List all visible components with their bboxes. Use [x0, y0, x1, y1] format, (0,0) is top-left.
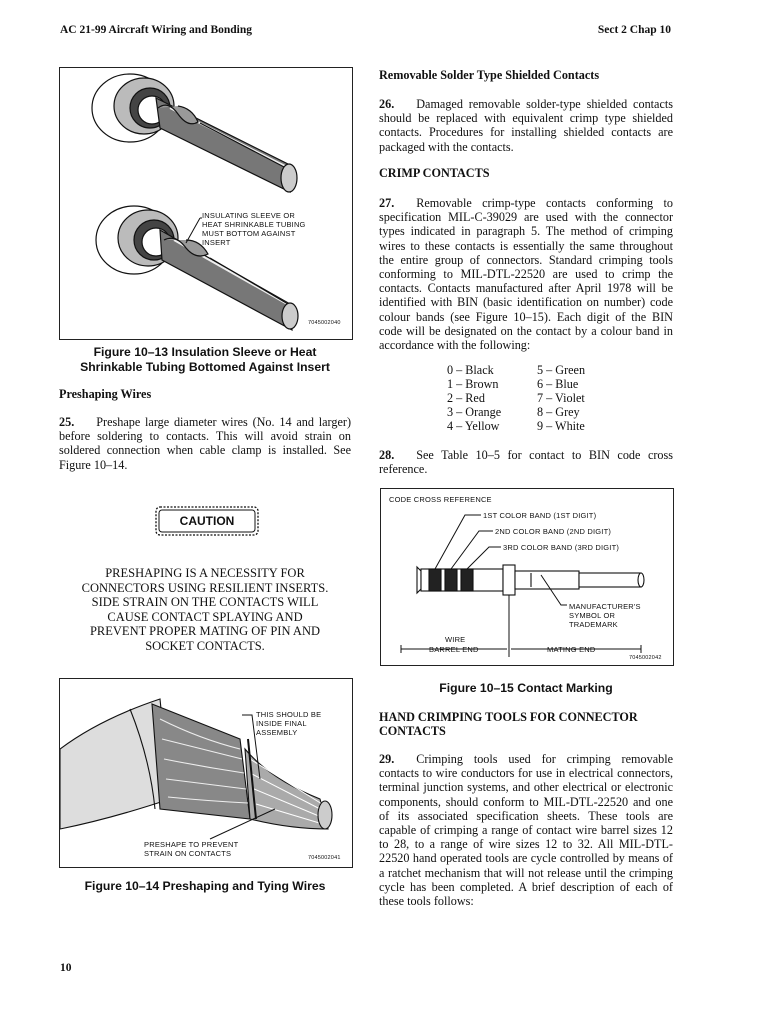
header-left: AC 21-99 Aircraft Wiring and Bonding: [60, 24, 253, 36]
fig15-mfr-line2: SYMBOL OR: [569, 611, 616, 620]
preshaping-heading: Preshaping Wires: [59, 387, 152, 401]
header-right: Sect 2 Chap 10: [597, 24, 671, 36]
fig15-caption: Figure 10–15 Contact Marking: [439, 681, 613, 695]
fig15-wire-line2: BARREL END: [429, 645, 479, 654]
code-9: 9 – White: [537, 419, 585, 433]
code-6: 6 – Blue: [537, 377, 579, 391]
hand-crimp-heading: [379, 710, 673, 738]
para-29-number: 29.: [379, 752, 395, 766]
fig13-label-3: MUST BOTTOM AGAINST: [202, 229, 296, 238]
crimp-heading: CRIMP CONTACTS: [379, 166, 490, 180]
figure-10-15: [380, 488, 674, 666]
removable-heading: Removable Solder Type Shielded Contacts: [379, 68, 600, 82]
fig13-caption-line2: Shrinkable Tubing Bottomed Against Insert: [80, 360, 330, 374]
code-4: 4 – Yellow: [447, 419, 500, 433]
para-27-number: 27.: [379, 196, 395, 210]
para-29-text: Crimping tools used for crimping removable contacts to wire conductors for use in electrical connectors, terminal junction systems, and other electrical or electronic components, should conform to MIL-DTL-22520 and one of its associated specification sheets. These tools are capable of crimping a range of contact wire barrel sizes 12 to 28, to a range of wire sizes 12 to 32. All MIL-DTL-22520 hand operated tools are cycle controlled by means of a ratchet mechanism that will not release until the crimping cycle has been completed. A brief description of each of these tools follows:: [379, 752, 673, 909]
fig15-band1: 1ST COLOR BAND (1ST DIGIT): [483, 511, 597, 520]
fig14-label1-line1: THIS SHOULD BE: [256, 710, 322, 719]
fig13-code: 7045002040: [308, 320, 341, 326]
code-1: 1 – Brown: [447, 377, 499, 391]
fig15-title: CODE CROSS REFERENCE: [389, 495, 492, 504]
para-28-text: See Table 10–5 for contact to BIN code cross reference.: [379, 448, 673, 477]
para-25-text: Preshape large diameter wires (No. 14 and larger) before soldering to contacts. This will avoid strain on soldered connection when cable clamp is installed. See Figure 10–14.: [59, 415, 351, 472]
fig14-label2-line2: STRAIN ON CONTACTS: [144, 849, 232, 858]
para-26-number: 26.: [379, 97, 395, 111]
fig15-wire-line1: WIRE: [445, 635, 466, 644]
code-2: 2 – Red: [447, 391, 485, 405]
para-29: [379, 752, 673, 908]
para-26-text: Damaged removable solder-type shielded contacts should be replaced with equivalent crimp type shielded contacts. Procedures for installing shielded contacts are packaged with the contacts.: [379, 97, 673, 154]
fig15-mfr-line3: TRADEMARK: [569, 620, 618, 629]
code-8: 8 – Grey: [537, 405, 580, 419]
figure-10-13: [59, 67, 353, 340]
fig15-band2: 2ND COLOR BAND (2ND DIGIT): [495, 527, 612, 536]
fig15-code: 7045002042: [629, 655, 662, 661]
caution-label: CAUTION: [179, 514, 235, 528]
fig13-label-4: INSERT: [202, 238, 231, 247]
code-0: 0 – Black: [447, 363, 494, 377]
fig15-mating: MATING END: [547, 645, 596, 654]
fig14-label1-line3: ASSEMBLY: [256, 728, 298, 737]
fig15-band3: 3RD COLOR BAND (3RD DIGIT): [503, 543, 620, 552]
hand-crimp-heading-line1: HAND CRIMPING TOOLS FOR CONNECTOR: [379, 710, 638, 724]
caution-line1: PRESHAPING IS A NECESSITY FOR: [105, 566, 305, 580]
fig13-label-1: INSULATING SLEEVE OR: [202, 211, 296, 220]
para-27-text: Removable crimp-type contacts conforming to specification MIL-C-39029 are used with the connector types indicated in paragraph 5. The method of crimping wires to these contacts is essentially the same throughout the entire group of connectors. Standard crimping tools conforming to MIL-DTL-22520 are used to crimp the contacts. Contacts manufactured after April 1978 will be identified with BIN (basic identification on number) code colour bands (see Figure 10–15). Each digit of the BIN code will be designated on the contact by a colour band in accordance with the following:: [379, 196, 673, 353]
contact-marking-illustration: [381, 489, 673, 665]
color-code-table: [447, 363, 585, 433]
caution-line5: PREVENT PROPER MATING OF PIN AND: [89, 624, 320, 639]
fig13-caption-line1: Figure 10–13 Insulation Sleeve or Heat: [93, 345, 317, 359]
caution-line4: CAUSE CONTACT SPLAYING AND: [107, 609, 303, 624]
para-26: [379, 97, 673, 154]
page-number: 10: [60, 962, 72, 974]
code-7: 7 – Violet: [537, 391, 585, 405]
hand-crimp-heading-line2: CONTACTS: [379, 724, 446, 739]
para-25-number: 25.: [59, 415, 75, 429]
para-27: [379, 196, 673, 352]
para-28-number: 28.: [379, 448, 395, 462]
fig13-caption: [59, 345, 351, 375]
para-28: [379, 448, 673, 476]
caution-line2: CONNECTORS USING RESILIENT INSERTS.: [81, 580, 329, 595]
fig14-caption: Figure 10–14 Preshaping and Tying Wires: [84, 879, 326, 893]
figure-10-14: [59, 678, 353, 868]
code-5: 5 – Green: [537, 363, 586, 377]
caution-text: [59, 566, 351, 654]
para-25: [59, 415, 351, 472]
caution-line6: SOCKET CONTACTS.: [145, 638, 265, 653]
fig14-code: 7045002041: [308, 855, 341, 861]
fig14-label2-line1: PRESHAPE TO PREVENT: [144, 840, 239, 849]
caution-box: [155, 506, 259, 536]
fig15-mfr-line1: MANUFACTURER'S: [569, 602, 641, 611]
insulation-sleeve-illustration: [60, 68, 352, 339]
fig13-label-2: HEAT SHRINKABLE TUBING: [202, 220, 306, 229]
fig14-label1-line2: INSIDE FINAL: [256, 719, 307, 728]
preshaping-illustration: [60, 679, 352, 867]
caution-line3: SIDE STRAIN ON THE CONTACTS WILL: [91, 595, 319, 610]
code-3: 3 – Orange: [447, 405, 502, 419]
